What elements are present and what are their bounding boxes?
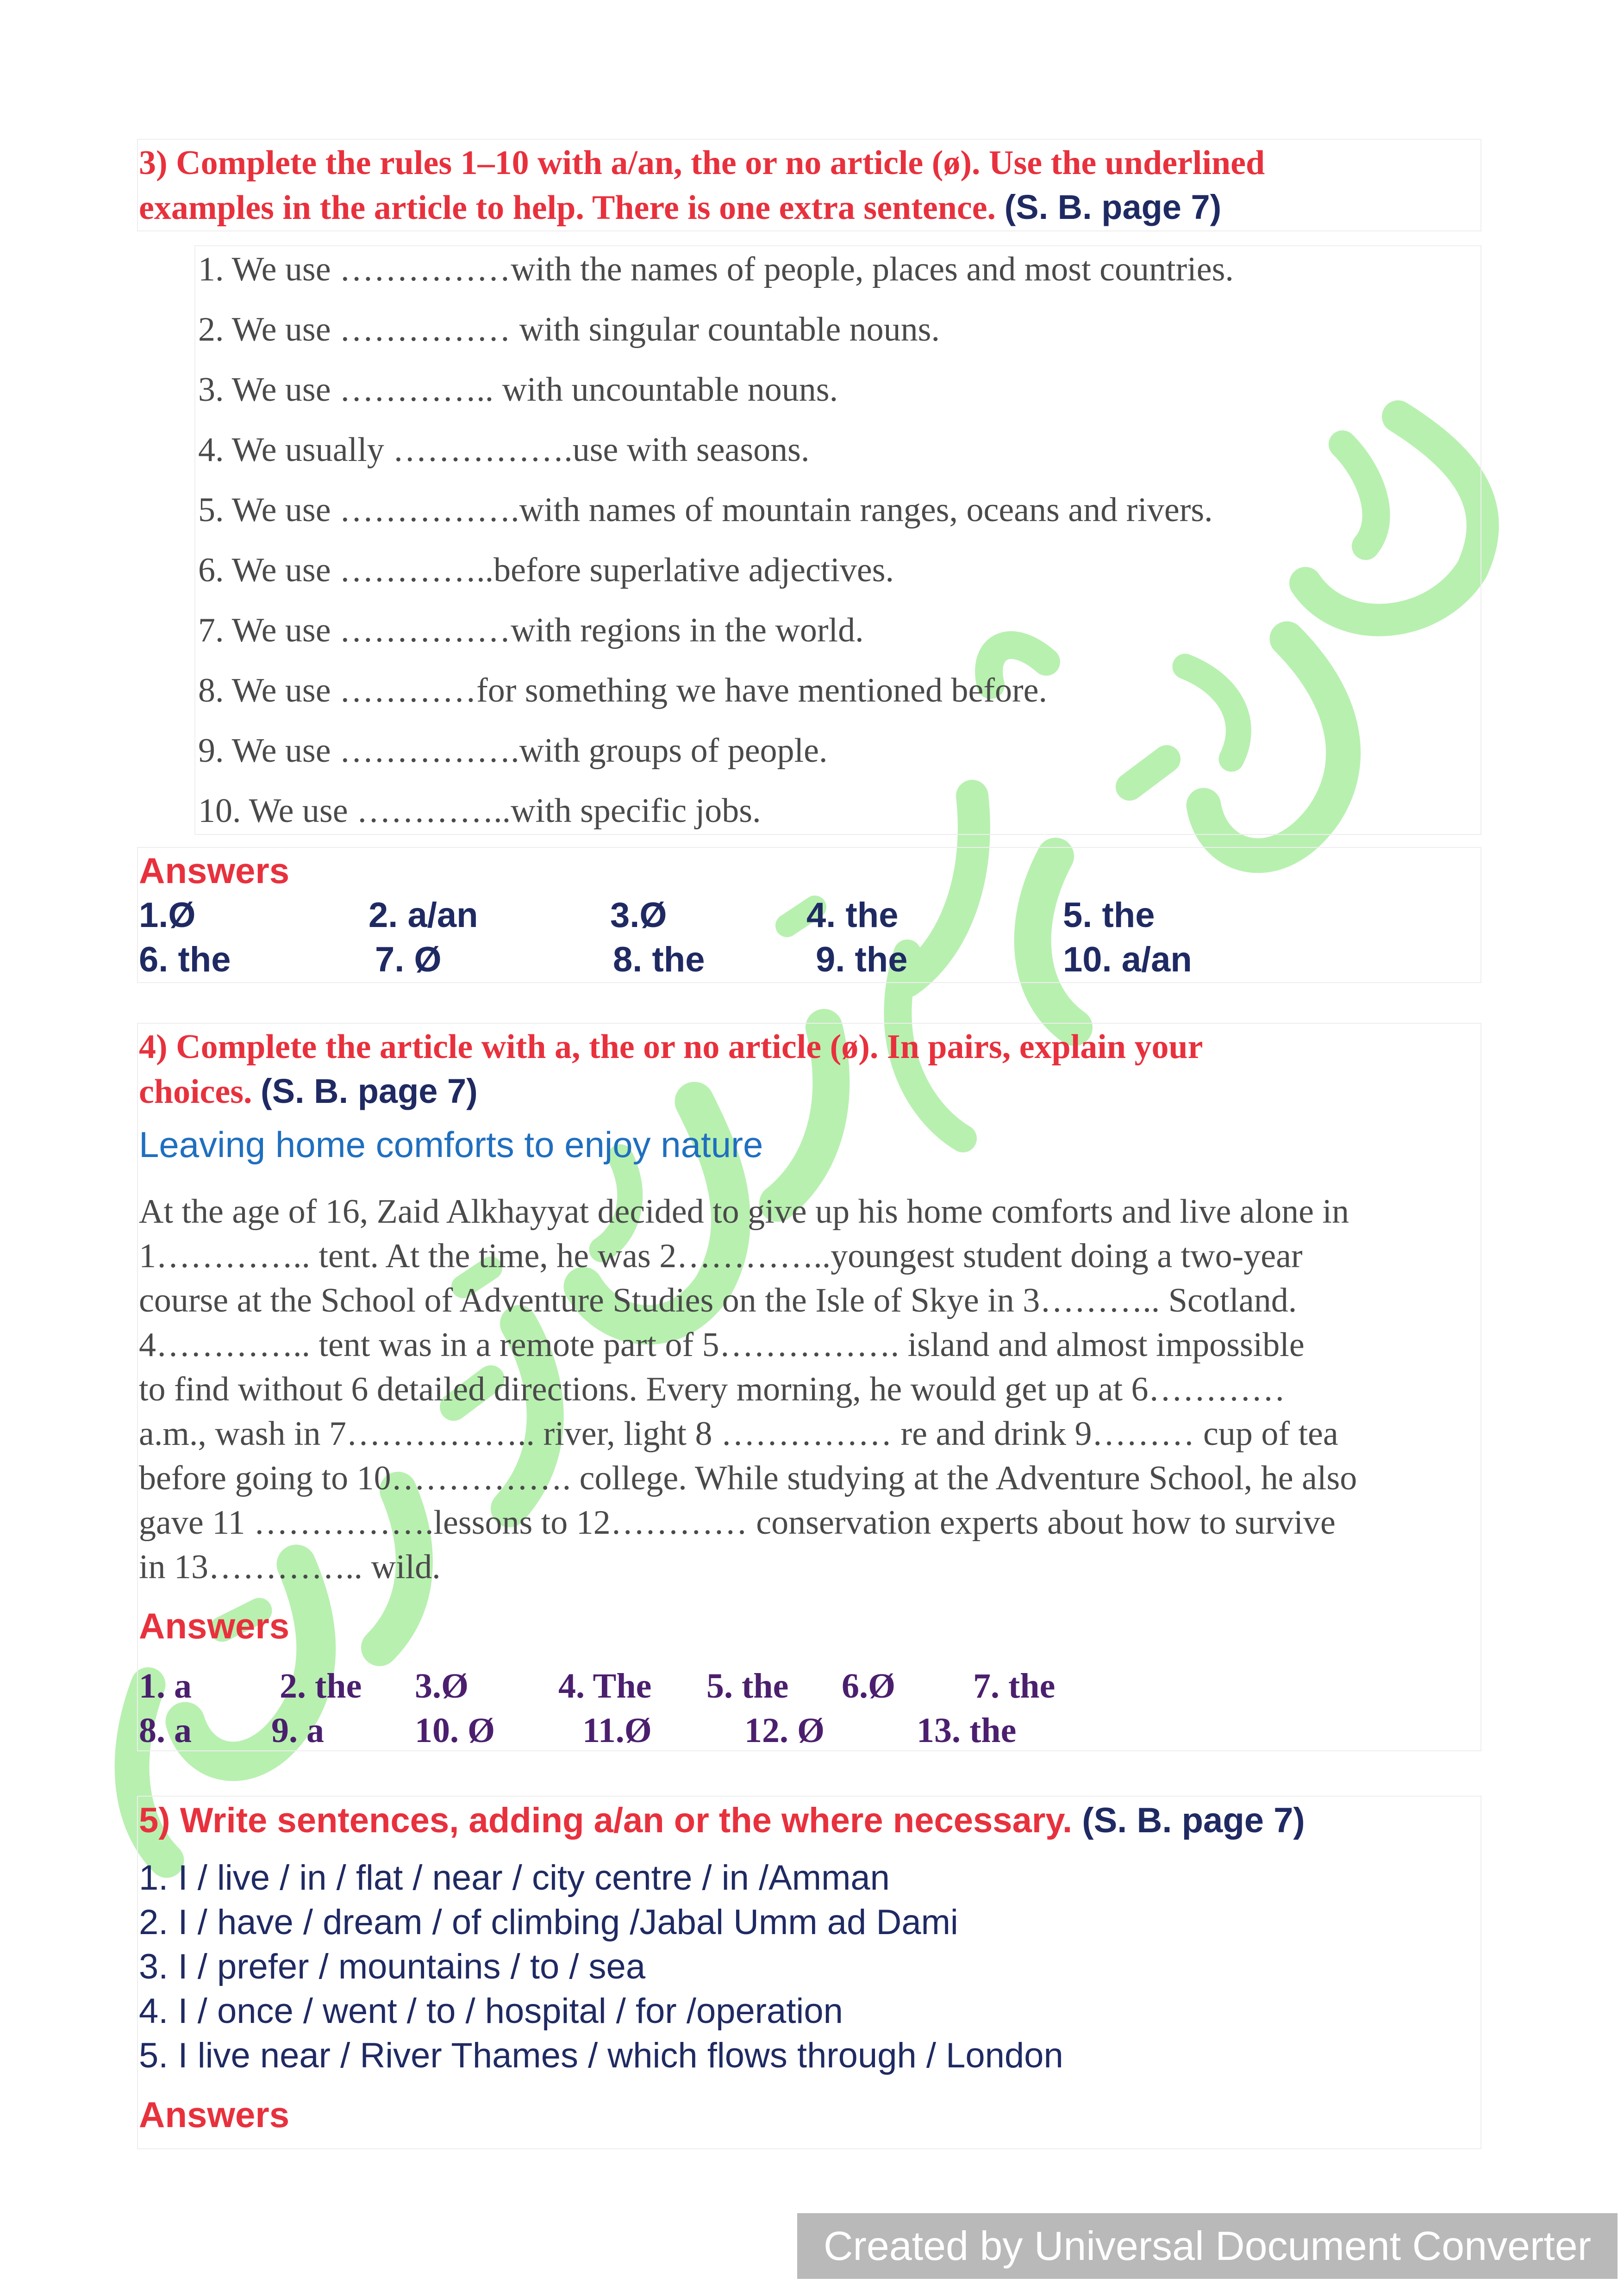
- ex5-page-ref: (S. B. page 7): [1082, 1801, 1305, 1840]
- ex3-answer: 1.Ø: [139, 896, 196, 935]
- ex4-paragraph-line: before going to 10……………. college. While studying at the Adventure School, he also: [139, 1459, 1357, 1497]
- ex3-answer: 5. the: [1063, 896, 1155, 935]
- ex4-answer: 10. Ø: [415, 1711, 495, 1750]
- ex5-sentence: 1. I / live / in / flat / near / city centre / in /Amman: [139, 1858, 890, 1898]
- ex3-answer: 10. a/an: [1063, 940, 1192, 979]
- ex4-article-title: Leaving home comforts to enjoy nature: [139, 1124, 763, 1165]
- ex4-paragraph-line: course at the School of Adventure Studies on the Isle of Skye in 3……….. Scotland.: [139, 1282, 1297, 1319]
- ex4-paragraph-line: a.m., wash in 7…………….. river, light 8 …………… re and drink 9……… cup of tea: [139, 1415, 1338, 1453]
- ex3-rule: 9. We use …………….with groups of people.: [198, 732, 828, 770]
- ex4-paragraph-line: 4………….. tent was in a remote part of 5……………. island and almost impossible: [139, 1326, 1305, 1364]
- ex3-rule: 5. We use …………….with names of mountain ranges, oceans and rivers.: [198, 491, 1213, 529]
- ex4-answer: 2. the: [280, 1667, 362, 1705]
- ex5-sentence: 2. I / have / dream / of climbing /Jabal Umm ad Dami: [139, 1903, 958, 1942]
- ex4-answer: 11.Ø: [582, 1711, 652, 1750]
- ex3-rule: 7. We use ……………with regions in the world.: [198, 611, 864, 649]
- ex4-heading-line2: choices.: [139, 1073, 252, 1111]
- ex3-rule: 4. We usually …………….use with seasons.: [198, 431, 810, 469]
- ex3-rule: 6. We use …………..before superlative adjectives.: [198, 551, 894, 589]
- ex4-paragraph-line: At the age of 16, Zaid Alkhayyat decided to give up his home comforts and live alone in: [139, 1193, 1349, 1231]
- ex3-rule: 2. We use …………… with singular countable nouns.: [198, 311, 940, 348]
- ex4-answer: 3.Ø: [415, 1667, 469, 1705]
- ex3-answer: 6. the: [139, 940, 231, 979]
- ex4-paragraph-line: 1………….. tent. At the time, he was 2…………..youngest student doing a two-year: [139, 1237, 1303, 1275]
- ex3-page-ref: (S. B. page 7): [1004, 188, 1222, 226]
- ex5-heading-wrap: [139, 1800, 1305, 1841]
- ex4-paragraph-line: to find without 6 detailed directions. Every morning, he would get up at 6…………: [139, 1370, 1286, 1408]
- ex4-answer: 9. a: [271, 1711, 324, 1750]
- ex4-paragraph-line: in 13………….. wild.: [139, 1548, 441, 1586]
- ex3-answers-label: Answers: [139, 850, 290, 891]
- ex3-heading-line2-wrap: [139, 185, 1221, 230]
- ex3-rule: 10. We use …………..with specific jobs.: [198, 792, 761, 830]
- ex5-sentence: 4. I / once / went / to / hospital / for /operation: [139, 1991, 843, 2031]
- ex4-paragraph-line: gave 11 …………….lessons to 12………… conservation experts about how to survive: [139, 1504, 1336, 1542]
- ex4-answer: 13. the: [917, 1711, 1017, 1750]
- ex3-answer: 3.Ø: [610, 896, 667, 935]
- ex5-answers-label: Answers: [139, 2094, 290, 2135]
- ex4-answer: 6.Ø: [842, 1667, 896, 1705]
- ex3-rule: 1. We use ……………with the names of people, places and most countries.: [198, 250, 1234, 288]
- ex4-answer: 8. a: [139, 1711, 192, 1750]
- ex3-answer: 4. the: [806, 896, 899, 935]
- ex3-rule: 8. We use …………for something we have mentioned before.: [198, 672, 1047, 709]
- ex4-heading-line2-wrap: [139, 1069, 478, 1114]
- ex4-answer: 12. Ø: [744, 1711, 825, 1750]
- ex3-answer: 9. the: [816, 940, 908, 979]
- ex3-rule: 3. We use ………….. with uncountable nouns.: [198, 371, 838, 409]
- ex3-answer: 7. Ø: [375, 940, 442, 979]
- ex3-heading-line2: examples in the article to help. There is one extra sentence.: [139, 189, 996, 227]
- ex4-answers-label: Answers: [139, 1605, 290, 1646]
- ex4-answer: 5. the: [706, 1667, 789, 1705]
- ex3-answer: 8. the: [613, 940, 705, 979]
- ex4-answer: 7. the: [973, 1667, 1056, 1705]
- ex5-sentence: 3. I / prefer / mountains / to / sea: [139, 1947, 646, 1986]
- ex3-heading-line1: 3) Complete the rules 1–10 with a/an, the or no article (ø). Use the underlined: [139, 144, 1265, 182]
- ex5-heading: 5) Write sentences, adding a/an or the where necessary.: [139, 1801, 1073, 1840]
- ex4-answer: 1. a: [139, 1667, 192, 1705]
- ex3-answer: 2. a/an: [369, 896, 478, 935]
- ex4-heading-line1: 4) Complete the article with a, the or no article (ø). In pairs, explain your: [139, 1028, 1203, 1066]
- ex4-page-ref: (S. B. page 7): [261, 1072, 478, 1110]
- ex5-sentence: 5. I live near / River Thames / which flows through / London: [139, 2036, 1063, 2075]
- converter-footer: Created by Universal Document Converter: [797, 2213, 1618, 2279]
- ex4-answer: 4. The: [558, 1667, 652, 1705]
